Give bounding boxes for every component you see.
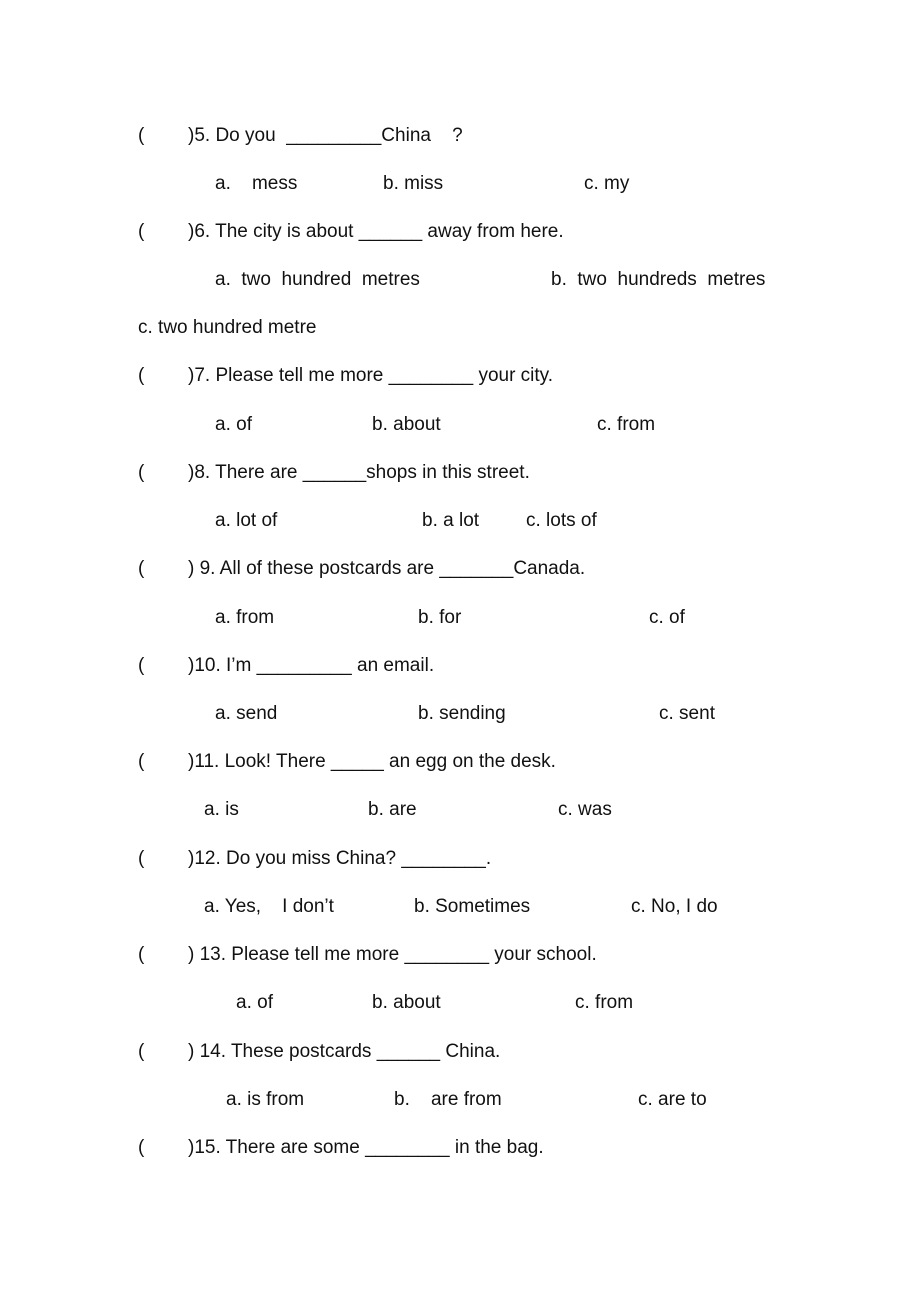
option-c: c. two hundred metre xyxy=(138,317,317,338)
question-stem: )5. Do you _________China ? xyxy=(188,125,463,146)
option-b: b. about xyxy=(372,414,441,435)
option-b: b. two hundreds metres xyxy=(551,269,766,290)
option-b: b. are from xyxy=(394,1089,502,1110)
question-stem: )6. The city is about ______ away from here. xyxy=(188,221,564,242)
option-c: c. from xyxy=(597,414,656,435)
option-a: a. mess xyxy=(215,173,298,194)
answer-paren: ( xyxy=(138,365,145,386)
option-a: a. is from xyxy=(226,1089,305,1110)
answer-paren: ( xyxy=(138,221,145,242)
answer-paren: ( xyxy=(138,1137,145,1158)
question-stem: ) 9. All of these postcards are _______Canada. xyxy=(188,558,586,579)
option-c: c. are to xyxy=(638,1089,707,1110)
option-a: a. two hundred metres xyxy=(215,269,420,290)
option-a: a. from xyxy=(215,607,275,628)
option-a: a. of xyxy=(236,992,273,1013)
option-b: b. sending xyxy=(418,703,506,724)
question-stem: )7. Please tell me more ________ your city. xyxy=(188,365,554,386)
question-stem: ) 14. These postcards ______ China. xyxy=(188,1041,501,1062)
option-b: b. miss xyxy=(383,173,444,194)
option-b: b. Sometimes xyxy=(414,896,531,917)
answer-paren: ( xyxy=(138,944,145,965)
option-a: a. send xyxy=(215,703,278,724)
option-c: c. from xyxy=(575,992,634,1013)
option-a: a. is xyxy=(204,799,239,820)
answer-paren: ( xyxy=(138,125,145,146)
option-b: b. about xyxy=(372,992,441,1013)
question-stem: )11. Look! There _____ an egg on the desk. xyxy=(188,751,556,772)
option-b: b. for xyxy=(418,607,462,628)
question-stem: )12. Do you miss China? ________. xyxy=(188,848,492,869)
question-stem: ) 13. Please tell me more ________ your school. xyxy=(188,944,597,965)
option-c: c. of xyxy=(649,607,685,628)
answer-paren: ( xyxy=(138,558,145,579)
answer-paren: ( xyxy=(138,655,145,676)
option-a: a. of xyxy=(215,414,252,435)
option-b: b. are xyxy=(368,799,417,820)
question-stem: )15. There are some ________ in the bag. xyxy=(188,1137,544,1158)
option-a: a. Yes, I don’t xyxy=(204,896,334,917)
option-c: c. No, I do xyxy=(631,896,718,917)
option-c: c. my xyxy=(584,173,630,194)
question-stem: )10. I’m _________ an email. xyxy=(188,655,435,676)
answer-paren: ( xyxy=(138,751,145,772)
answer-paren: ( xyxy=(138,1041,145,1062)
option-b: b. a lot xyxy=(422,510,480,531)
option-c: c. sent xyxy=(659,703,715,724)
question-stem: )8. There are ______shops in this street. xyxy=(188,462,530,483)
option-a: a. lot of xyxy=(215,510,278,531)
answer-paren: ( xyxy=(138,848,145,869)
option-c: c. lots of xyxy=(526,510,597,531)
option-c: c. was xyxy=(558,799,612,820)
answer-paren: ( xyxy=(138,462,145,483)
